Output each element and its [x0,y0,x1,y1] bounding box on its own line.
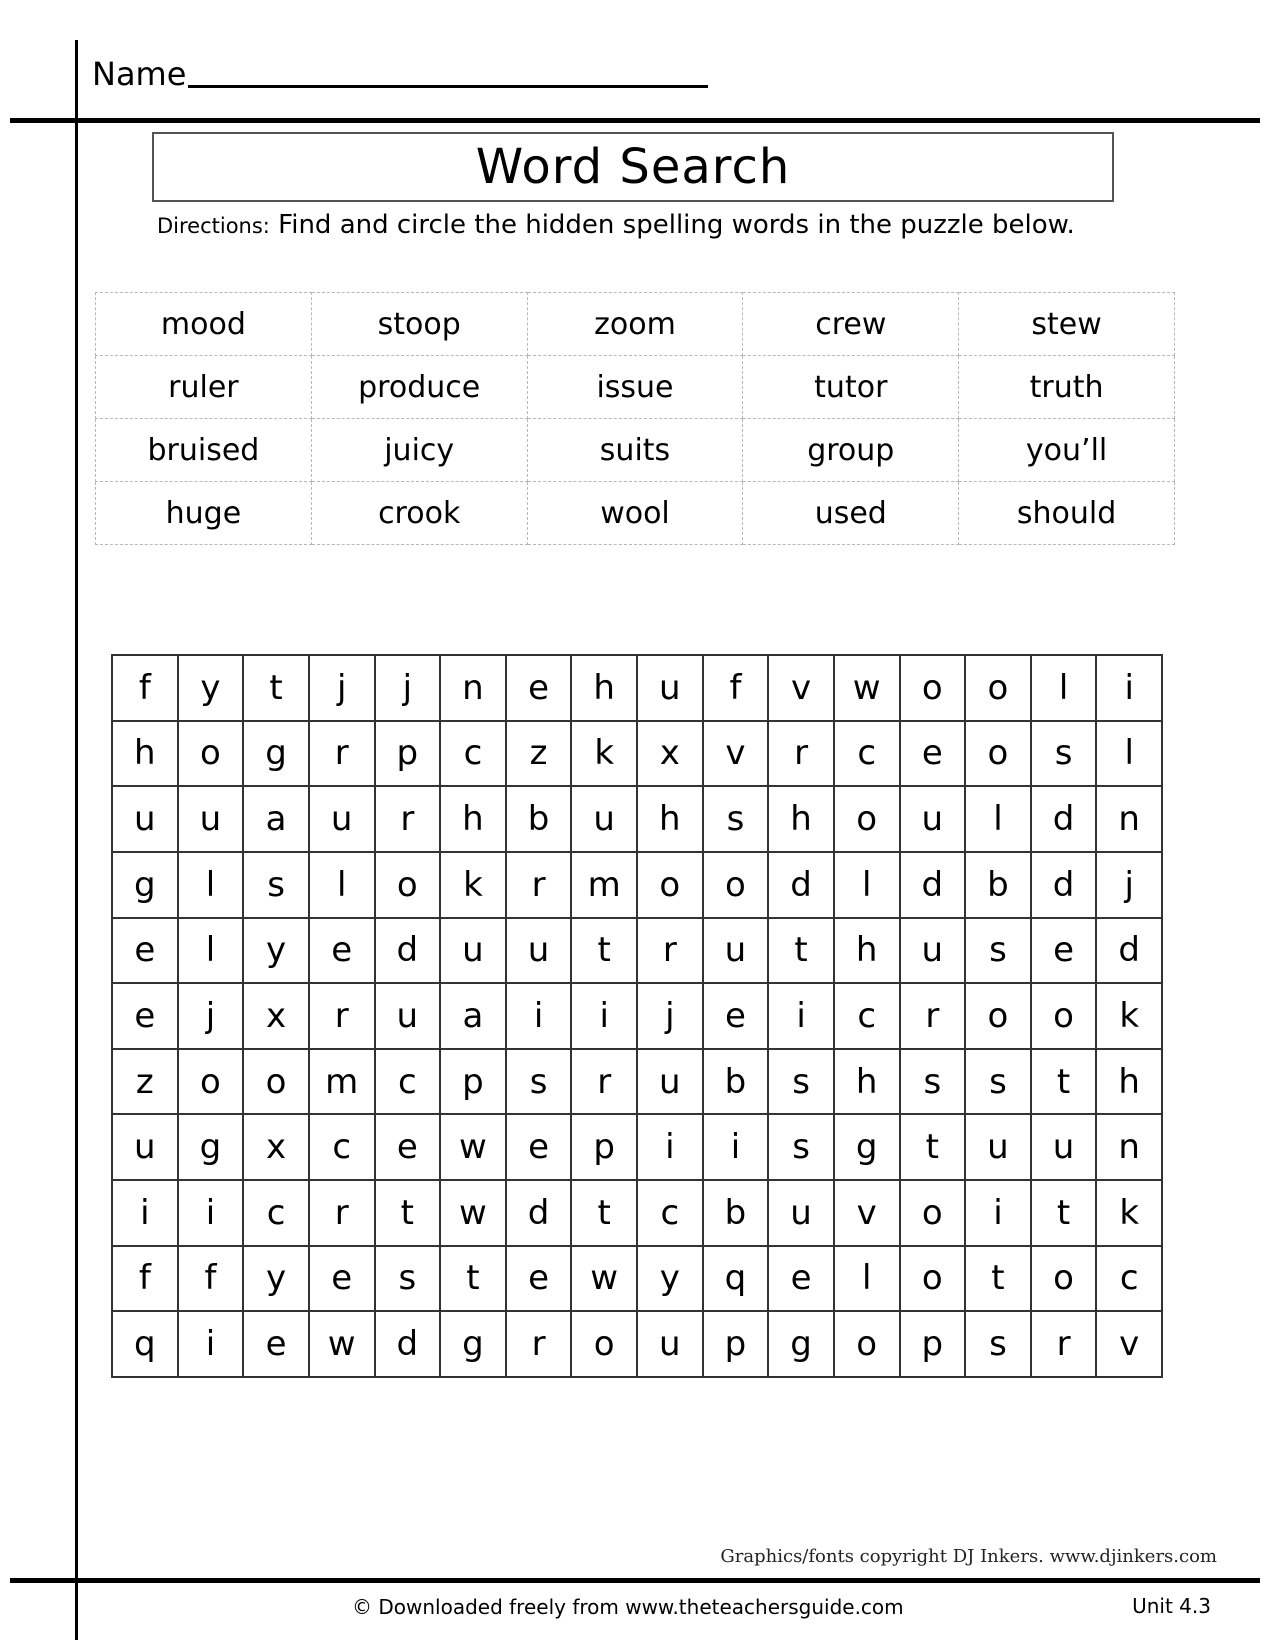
grid-letter-cell[interactable]: d [1031,852,1097,918]
grid-letter-cell[interactable]: t [375,1180,441,1246]
grid-row [112,655,1162,721]
grid-letter-cell[interactable]: i [703,1114,769,1180]
grid-letter-cell[interactable]: h [637,786,703,852]
grid-letter-cell[interactable]: v [768,655,834,721]
word-bank-word: crew [743,293,959,356]
grid-letter-cell[interactable]: b [965,852,1031,918]
grid-letter-cell[interactable]: r [637,918,703,984]
grid-letter-cell[interactable]: g [112,852,178,918]
grid-letter-cell[interactable]: z [112,1049,178,1115]
grid-letter-cell[interactable]: u [900,786,966,852]
grid-letter-cell[interactable]: o [375,852,441,918]
grid-letter-cell[interactable]: u [178,786,244,852]
grid-letter-cell[interactable]: r [900,983,966,1049]
grid-letter-cell[interactable]: l [309,852,375,918]
grid-letter-cell[interactable]: o [178,721,244,787]
grid-letter-cell[interactable]: k [571,721,637,787]
grid-letter-cell[interactable]: d [506,1180,572,1246]
grid-letter-cell[interactable]: g [178,1114,244,1180]
grid-letter-cell[interactable]: e [768,1246,834,1312]
grid-letter-cell[interactable]: g [243,721,309,787]
grid-letter-cell[interactable]: i [178,1311,244,1377]
grid-row [112,1049,1162,1115]
word-bank-word: tutor [743,356,959,419]
grid-letter-cell[interactable]: i [178,1180,244,1246]
grid-letter-cell[interactable]: u [375,983,441,1049]
grid-letter-cell[interactable]: c [834,721,900,787]
grid-letter-cell[interactable]: h [440,786,506,852]
grid-letter-cell[interactable]: c [243,1180,309,1246]
grid-letter-cell[interactable]: d [375,918,441,984]
grid-letter-cell[interactable]: r [309,721,375,787]
grid-letter-cell[interactable]: u [506,918,572,984]
grid-letter-cell[interactable]: l [1031,655,1097,721]
grid-letter-cell[interactable]: t [965,1246,1031,1312]
margin-line [75,40,78,1640]
grid-letter-cell[interactable]: a [440,983,506,1049]
grid-letter-cell[interactable]: u [1031,1114,1097,1180]
grid-row [112,983,1162,1049]
grid-letter-cell[interactable]: n [1096,786,1162,852]
grid-letter-cell[interactable]: p [571,1114,637,1180]
grid-letter-cell[interactable]: r [506,1311,572,1377]
header-divider [10,118,1260,123]
grid-letter-cell[interactable]: e [1031,918,1097,984]
grid-letter-cell[interactable]: n [440,655,506,721]
grid-letter-cell[interactable]: s [965,1049,1031,1115]
grid-letter-cell[interactable]: u [900,918,966,984]
grid-letter-cell[interactable]: l [834,852,900,918]
grid-letter-cell[interactable]: r [768,721,834,787]
grid-row [112,918,1162,984]
grid-letter-cell[interactable]: l [178,918,244,984]
grid-letter-cell[interactable]: t [571,918,637,984]
grid-row [112,1246,1162,1312]
grid-letter-cell[interactable]: e [900,721,966,787]
grid-letter-cell[interactable]: e [375,1114,441,1180]
grid-letter-cell[interactable]: s [965,918,1031,984]
grid-letter-cell[interactable]: l [178,852,244,918]
grid-letter-cell[interactable]: b [703,1180,769,1246]
copyright-note: Graphics/fonts copyright DJ Inkers. www.djinkers.com [720,1546,1217,1567]
grid-letter-cell[interactable]: t [900,1114,966,1180]
grid-letter-cell[interactable]: e [112,983,178,1049]
grid-letter-cell[interactable]: m [309,1049,375,1115]
grid-letter-cell[interactable]: o [1031,983,1097,1049]
grid-letter-cell[interactable]: s [243,852,309,918]
grid-row [112,852,1162,918]
grid-letter-cell[interactable]: g [768,1311,834,1377]
grid-letter-cell[interactable]: c [440,721,506,787]
grid-letter-cell[interactable]: e [309,1246,375,1312]
grid-letter-cell[interactable]: p [900,1311,966,1377]
word-bank-word: should [959,482,1175,545]
grid-letter-cell[interactable]: i [637,1114,703,1180]
grid-letter-cell[interactable]: o [571,1311,637,1377]
grid-letter-cell[interactable]: v [834,1180,900,1246]
grid-letter-cell[interactable]: g [440,1311,506,1377]
grid-letter-cell[interactable]: k [1096,1180,1162,1246]
word-bank-word: huge [96,482,312,545]
grid-letter-cell[interactable]: l [965,786,1031,852]
grid-letter-cell[interactable]: j [178,983,244,1049]
grid-row [112,1114,1162,1180]
grid-letter-cell[interactable]: z [506,721,572,787]
grid-letter-cell[interactable]: o [900,655,966,721]
name-blank-line[interactable] [188,85,708,88]
grid-letter-cell[interactable]: w [309,1311,375,1377]
grid-letter-cell[interactable]: w [834,655,900,721]
grid-letter-cell[interactable]: c [834,983,900,1049]
grid-letter-cell[interactable]: h [571,655,637,721]
grid-letter-cell[interactable]: w [440,1180,506,1246]
grid-letter-cell[interactable]: s [768,1114,834,1180]
grid-letter-cell[interactable]: v [1096,1311,1162,1377]
word-bank-word: truth [959,356,1175,419]
grid-letter-cell[interactable]: s [1031,721,1097,787]
grid-letter-cell[interactable]: h [112,721,178,787]
grid-letter-cell[interactable]: s [703,786,769,852]
grid-letter-cell[interactable]: e [506,1246,572,1312]
word-bank-word: juicy [311,419,527,482]
grid-letter-cell[interactable]: t [768,918,834,984]
grid-letter-cell[interactable]: h [834,1049,900,1115]
word-bank-word: crook [311,482,527,545]
word-bank-word: mood [96,293,312,356]
name-row [92,44,708,93]
grid-letter-cell[interactable]: l [1096,721,1162,787]
word-bank-row [96,356,1175,419]
grid-letter-cell[interactable]: x [637,721,703,787]
word-bank-word: wool [527,482,743,545]
grid-letter-cell[interactable]: t [1031,1049,1097,1115]
grid-letter-cell[interactable]: o [1031,1246,1097,1312]
grid-letter-cell[interactable]: o [965,983,1031,1049]
grid-letter-cell[interactable]: o [243,1049,309,1115]
grid-letter-cell[interactable]: f [703,655,769,721]
word-bank-word: group [743,419,959,482]
word-bank-word: produce [311,356,527,419]
grid-row [112,721,1162,787]
grid-letter-cell[interactable]: i [1096,655,1162,721]
grid-letter-cell[interactable]: r [1031,1311,1097,1377]
word-bank-word: stew [959,293,1175,356]
grid-letter-cell[interactable]: y [178,655,244,721]
grid-letter-cell[interactable]: h [768,786,834,852]
page-title: Word Search [475,139,791,195]
grid-letter-cell[interactable]: r [375,786,441,852]
grid-letter-cell[interactable]: u [112,786,178,852]
grid-letter-cell[interactable]: u [112,1114,178,1180]
word-bank-word: used [743,482,959,545]
grid-letter-cell[interactable]: t [243,655,309,721]
word-bank-table [95,292,1175,545]
grid-letter-cell[interactable]: t [440,1246,506,1312]
grid-letter-cell[interactable]: c [1096,1246,1162,1312]
grid-letter-cell[interactable]: g [834,1114,900,1180]
grid-letter-cell[interactable]: r [309,1180,375,1246]
grid-letter-cell[interactable]: w [571,1246,637,1312]
grid-letter-cell[interactable]: x [243,983,309,1049]
grid-letter-cell[interactable]: n [1096,1114,1162,1180]
grid-letter-cell[interactable]: u [768,1180,834,1246]
word-bank-word: stoop [311,293,527,356]
grid-letter-cell[interactable]: u [309,786,375,852]
word-bank-word: zoom [527,293,743,356]
grid-letter-cell[interactable]: k [440,852,506,918]
grid-letter-cell[interactable]: l [834,1246,900,1312]
word-bank-row [96,419,1175,482]
grid-letter-cell[interactable]: e [309,918,375,984]
grid-letter-cell[interactable]: s [900,1049,966,1115]
grid-letter-cell[interactable]: x [243,1114,309,1180]
grid-letter-cell[interactable]: d [900,852,966,918]
word-bank-word: issue [527,356,743,419]
grid-row [112,1311,1162,1377]
grid-letter-cell[interactable]: o [834,1311,900,1377]
grid-letter-cell[interactable]: m [571,852,637,918]
grid-letter-cell[interactable]: q [112,1311,178,1377]
grid-letter-cell[interactable]: r [506,852,572,918]
directions-text: Find and circle the hidden spelling words in the puzzle below. [278,210,1075,240]
grid-letter-cell[interactable]: e [506,655,572,721]
grid-letter-cell[interactable]: p [703,1311,769,1377]
word-bank-word: bruised [96,419,312,482]
grid-letter-cell[interactable]: i [768,983,834,1049]
grid-letter-cell[interactable]: j [637,983,703,1049]
grid-letter-cell[interactable]: v [703,721,769,787]
grid-letter-cell[interactable]: u [703,918,769,984]
word-bank-row [96,293,1175,356]
word-bank-word: ruler [96,356,312,419]
word-bank-row [96,482,1175,545]
name-label: Name [92,55,187,93]
grid-letter-cell[interactable]: e [112,918,178,984]
grid-letter-cell[interactable]: o [965,655,1031,721]
title-box [152,132,1114,202]
grid-letter-cell[interactable]: i [506,983,572,1049]
grid-letter-cell[interactable]: b [506,786,572,852]
footer-divider [10,1578,1260,1583]
grid-letter-cell[interactable]: u [571,786,637,852]
grid-letter-cell[interactable]: b [703,1049,769,1115]
grid-row [112,1180,1162,1246]
grid-letter-cell[interactable]: f [112,655,178,721]
unit-label: Unit 4.3 [1132,1594,1211,1618]
grid-letter-cell[interactable]: c [375,1049,441,1115]
grid-letter-cell[interactable]: s [375,1246,441,1312]
grid-letter-cell[interactable]: f [178,1246,244,1312]
directions [157,210,1157,240]
grid-letter-cell[interactable]: s [506,1049,572,1115]
grid-letter-cell[interactable]: o [703,852,769,918]
grid-row [112,786,1162,852]
grid-letter-cell[interactable]: p [375,721,441,787]
grid-letter-cell[interactable]: j [375,655,441,721]
word-bank-word: suits [527,419,743,482]
grid-letter-cell[interactable]: a [243,786,309,852]
grid-letter-cell[interactable]: o [178,1049,244,1115]
grid-letter-cell[interactable]: s [965,1311,1031,1377]
grid-letter-cell[interactable]: i [571,983,637,1049]
grid-letter-cell[interactable]: u [637,1049,703,1115]
grid-letter-cell[interactable]: j [309,655,375,721]
grid-letter-cell[interactable]: h [1096,1049,1162,1115]
grid-letter-cell[interactable]: e [243,1311,309,1377]
grid-letter-cell[interactable]: c [309,1114,375,1180]
grid-letter-cell[interactable]: u [965,1114,1031,1180]
word-bank-word: you’ll [959,419,1175,482]
grid-letter-cell[interactable]: d [1096,918,1162,984]
grid-letter-cell[interactable]: h [834,918,900,984]
puzzle-grid [111,654,1163,1378]
grid-letter-cell[interactable]: y [243,1246,309,1312]
grid-letter-cell[interactable]: o [900,1246,966,1312]
grid-letter-cell[interactable]: o [834,786,900,852]
grid-letter-cell[interactable]: d [768,852,834,918]
grid-letter-cell[interactable]: s [768,1049,834,1115]
grid-letter-cell[interactable]: u [440,918,506,984]
grid-letter-cell[interactable]: i [112,1180,178,1246]
grid-letter-cell[interactable]: j [1096,852,1162,918]
grid-letter-cell[interactable]: r [309,983,375,1049]
grid-letter-cell[interactable]: k [1096,983,1162,1049]
grid-letter-cell[interactable]: c [637,1180,703,1246]
grid-letter-cell[interactable]: t [1031,1180,1097,1246]
grid-letter-cell[interactable]: e [703,983,769,1049]
grid-letter-cell[interactable]: y [637,1246,703,1312]
grid-letter-cell[interactable]: f [112,1246,178,1312]
grid-letter-cell[interactable]: y [243,918,309,984]
grid-letter-cell[interactable]: o [900,1180,966,1246]
grid-letter-cell[interactable]: w [440,1114,506,1180]
directions-label: Directions: [157,214,270,238]
grid-letter-cell[interactable]: d [375,1311,441,1377]
grid-letter-cell[interactable]: i [965,1180,1031,1246]
grid-letter-cell[interactable]: d [1031,786,1097,852]
grid-letter-cell[interactable]: r [571,1049,637,1115]
grid-letter-cell[interactable]: o [965,721,1031,787]
grid-letter-cell[interactable]: e [506,1114,572,1180]
grid-letter-cell[interactable]: q [703,1246,769,1312]
grid-letter-cell[interactable]: t [571,1180,637,1246]
grid-letter-cell[interactable]: p [440,1049,506,1115]
grid-letter-cell[interactable]: o [637,852,703,918]
grid-letter-cell[interactable]: u [637,1311,703,1377]
download-note: © Downloaded freely from www.theteachersguide.com [352,1595,904,1619]
grid-letter-cell[interactable]: u [637,655,703,721]
